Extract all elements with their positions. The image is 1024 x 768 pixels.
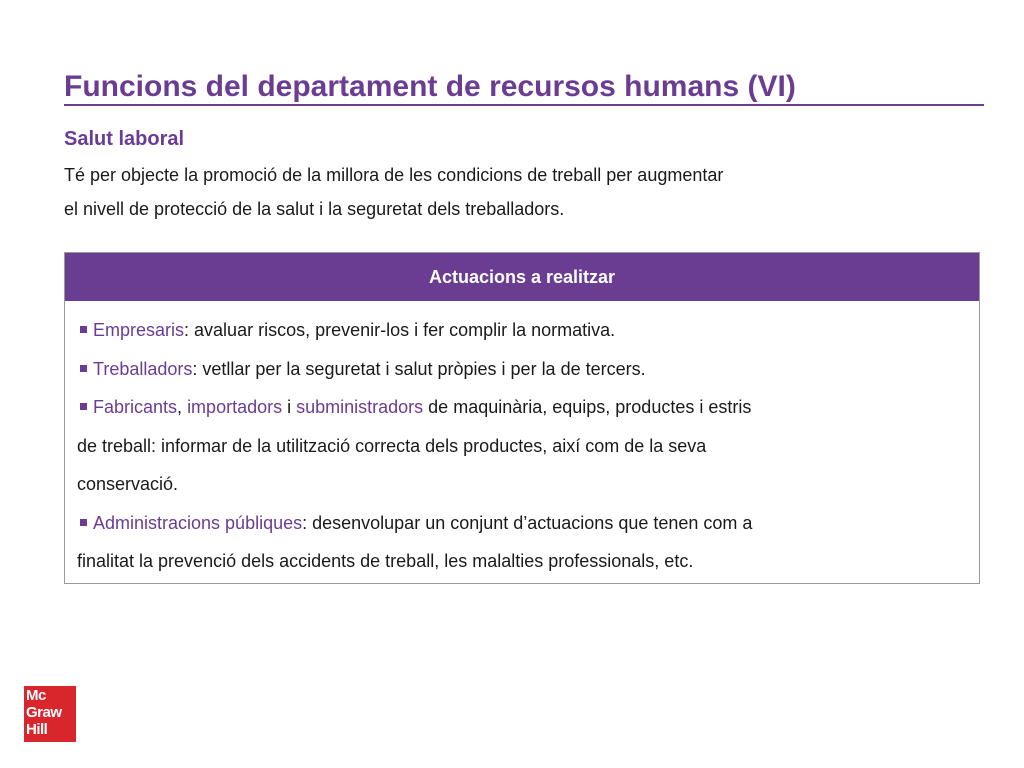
list-item-administracions	[77, 504, 967, 543]
square-bullet-icon	[80, 326, 87, 333]
square-bullet-icon	[80, 519, 87, 526]
slide-title: Funcions del departament de recursos humans (VI)	[64, 70, 984, 106]
item-text: : avaluar riscos, prevenir-los i fer complir la normativa.	[184, 320, 616, 340]
item-term: Empresaris	[93, 320, 185, 340]
actions-panel	[64, 252, 980, 584]
intro-paragraph	[64, 158, 944, 226]
item-term: Administracions públiques	[93, 512, 303, 533]
item-term: subministradors	[296, 397, 424, 417]
item-text: : vetllar per la seguretat i salut pròpies i per la de tercers.	[192, 358, 646, 379]
list-item-empresaris	[77, 311, 967, 350]
section-subtitle: Salut laboral	[64, 128, 185, 150]
item-text: : desenvolupar un conjunt d’actuacions que tenen com a	[302, 512, 753, 533]
list-item-fabricants	[77, 388, 967, 427]
logo-line: Mc	[26, 687, 46, 704]
list-item-continuation: finalitat la prevenció dels accidents de treball, les malalties professionals, etc.	[77, 551, 694, 571]
item-term: Treballadors	[93, 358, 193, 379]
item-term: Fabricants	[93, 397, 178, 417]
intro-line: Té per objecte la promoció de la millora de les condicions de treball per augmentar	[64, 165, 724, 185]
list-item-continuation: conservació.	[77, 474, 179, 494]
mcgraw-hill-logo	[24, 686, 76, 742]
item-separator: i	[282, 397, 297, 417]
list-item-treballadors	[77, 350, 967, 389]
item-separator: ,	[177, 397, 188, 417]
intro-line: el nivell de protecció de la salut i la seguretat dels treballadors.	[64, 199, 565, 219]
panel-header: Actuacions a realitzar	[65, 253, 979, 301]
item-text: de maquinària, equips, productes i estris	[423, 397, 752, 417]
item-term: importadors	[187, 397, 283, 417]
logo-line: Hill	[26, 721, 48, 738]
square-bullet-icon	[80, 365, 87, 372]
panel-body	[65, 301, 979, 581]
list-item-continuation: de treball: informar de la utilització correcta dels productes, així com de la seva	[77, 435, 707, 456]
square-bullet-icon	[80, 403, 87, 410]
logo-line: Graw	[26, 704, 62, 721]
